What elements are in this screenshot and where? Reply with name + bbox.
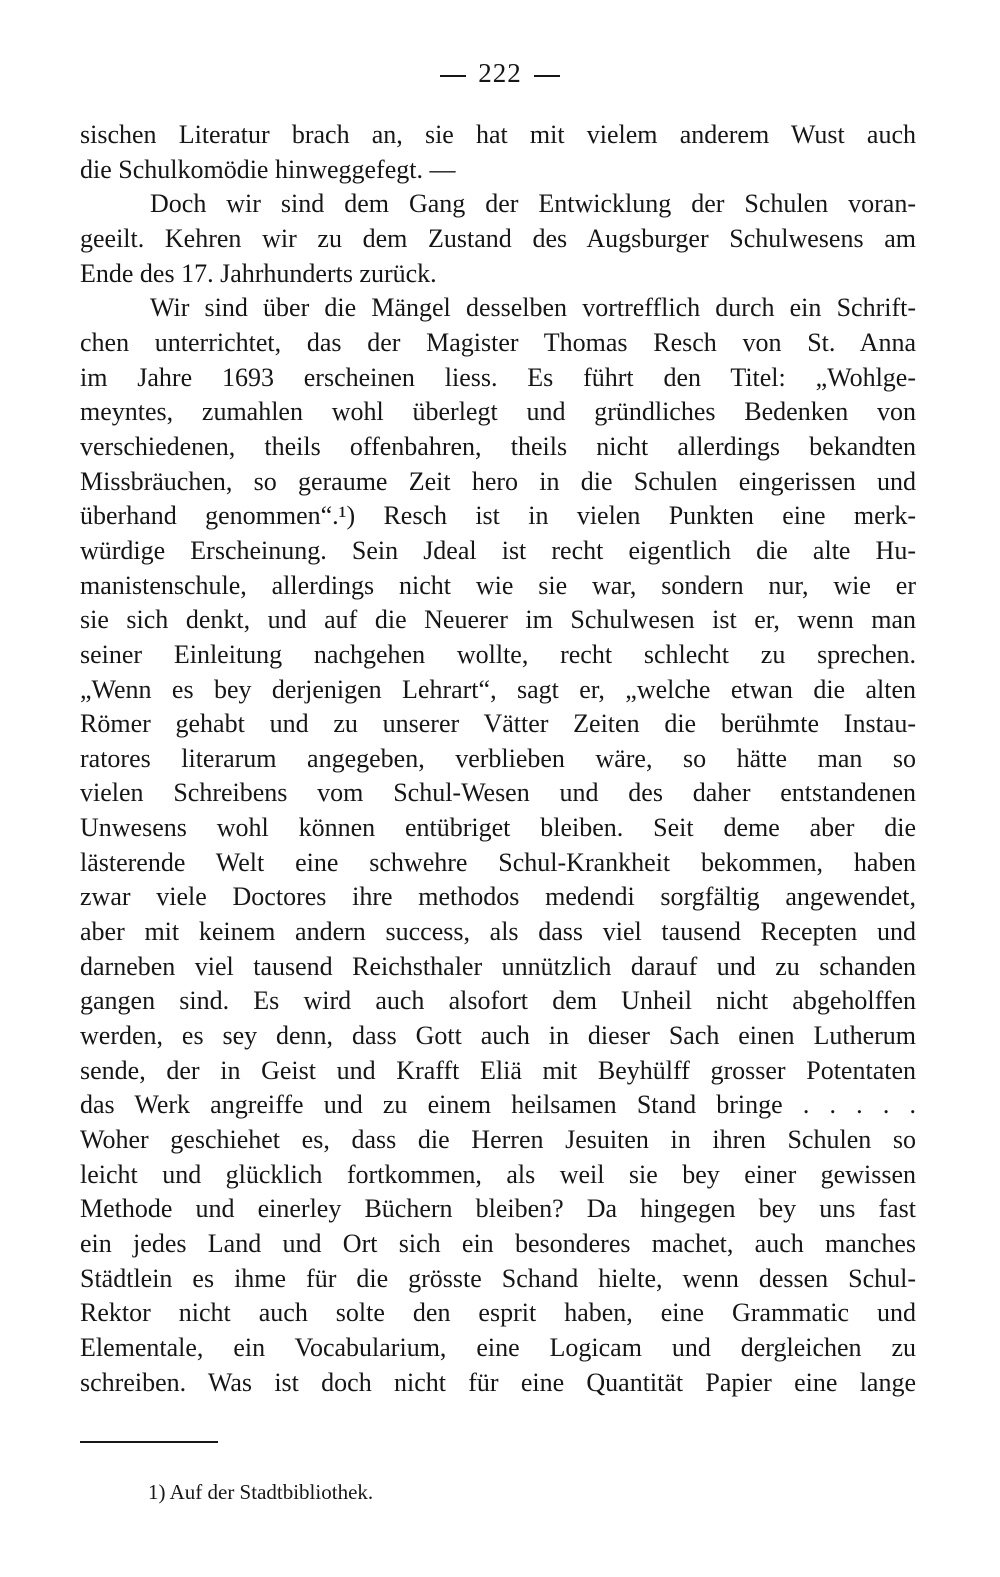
text-line: verschiedenen, theils offenbahren, theils nicht allerdings bekandten — [80, 431, 916, 461]
text-line: Rektor nicht auch solte den esprit haben, eine Grammatic und — [80, 1298, 916, 1328]
footnote: 1) Auf der Stadtbibliothek. — [148, 1480, 374, 1504]
page-number-text: 222 — [478, 58, 522, 88]
text-line: überhand genommen“.¹) Resch ist in vielen Punkten eine merk- — [80, 501, 916, 531]
text-line: Methode und einerley Büchern bleiben? Da hingegen bey uns fast — [80, 1194, 916, 1224]
text-line: Woher geschiehet es, dass die Herren Jesuiten in ihren Schulen so — [80, 1125, 916, 1155]
text-line: zwar viele Doctores ihre methodos medendi sorgfältig angewendet, — [80, 882, 916, 912]
text-line: chen unterrichtet, das der Magister Thomas Resch von St. Anna — [80, 327, 916, 357]
text-line: im Jahre 1693 erscheinen liess. Es führt den Titel: „Wohlge- — [80, 362, 916, 392]
text-line: gangen sind. Es wird auch alsofort dem Unheil nicht abgeholffen — [80, 986, 916, 1016]
text-line: aber mit keinem andern success, als dass viel tausend Recepten und — [80, 917, 916, 947]
text-line: manistenschule, allerdings nicht wie sie war, sondern nur, wie er — [80, 570, 916, 600]
text-line: „Wenn es bey derjenigen Lehrart“, sagt er, „welche etwan die alten — [80, 674, 916, 704]
text-line: geeilt. Kehren wir zu dem Zustand des Augsburger Schulwesens am — [80, 223, 916, 253]
text-line: Römer gehabt und zu unserer Vätter Zeiten die berühmte Instau- — [80, 709, 916, 739]
text-line: darneben viel tausend Reichsthaler unnützlich darauf und zu schanden — [80, 951, 916, 981]
text-line: Städtlein es ihme für die grösste Schand hielte, wenn dessen Schul- — [80, 1263, 916, 1293]
text-line: ratores literarum angegeben, verblieben wäre, so hätte man so — [80, 743, 916, 773]
text-line: leicht und glücklich fortkommen, als weil sie bey einer gewissen — [80, 1159, 916, 1189]
text-line: werden, es sey denn, dass Gott auch in dieser Sach einen Lutherum — [80, 1021, 916, 1051]
text-line: Unwesens wohl können entübriget bleiben. Seit deme aber die — [80, 813, 916, 843]
text-line: Elementale, ein Vocabularium, eine Logicam und dergleichen zu — [80, 1332, 916, 1362]
text-line: seiner Einleitung nachgehen wollte, recht schlecht zu sprechen. — [80, 639, 916, 669]
text-line: Ende des 17. Jahrhunderts zurück. — [80, 258, 437, 288]
footnote-divider — [80, 1441, 218, 1443]
page-number — [0, 58, 1000, 89]
text-line: meyntes, zumahlen wohl überlegt und gründliches Bedenken von — [80, 397, 916, 427]
text-line: sischen Literatur brach an, sie hat mit vielem anderem Wust auch — [80, 120, 916, 149]
text-line: lästerende Welt eine schwehre Schul-Krankheit bekommen, haben — [80, 847, 916, 877]
text-line: ein jedes Land und Ort sich ein besonderes machet, auch manches — [80, 1229, 916, 1258]
text-line: die Schulkomödie hinweggefegt. — — [80, 154, 456, 184]
text-line: würdige Erscheinung. Sein Jdeal ist recht eigentlich die alte Hu- — [80, 535, 916, 565]
text-line: vielen Schreibens vom Schul-Wesen und des daher entstandenen — [80, 778, 916, 808]
text-line: das Werk angreiffe und zu einem heilsamen Stand bringe . . . . . — [80, 1090, 916, 1120]
page-number-dash-right — [534, 75, 560, 77]
text-line: Wir sind über die Mängel desselben vortrefflich durch ein Schrift- — [150, 293, 916, 323]
text-line: sie sich denkt, und auf die Neuerer im Schulwesen ist er, wenn man — [80, 605, 916, 635]
text-line: Doch wir sind dem Gang der Entwicklung der Schulen voran- — [150, 189, 916, 219]
body-text — [80, 118, 916, 1400]
page-number-dash-left — [440, 75, 466, 77]
text-line: Missbräuchen, so geraume Zeit hero in die Schulen eingerissen und — [80, 466, 916, 496]
text-line: schreiben. Was ist doch nicht für eine Quantität Papier eine lange — [80, 1367, 916, 1397]
text-line: sende, der in Geist und Krafft Eliä mit Beyhülff grosser Potentaten — [80, 1055, 916, 1085]
